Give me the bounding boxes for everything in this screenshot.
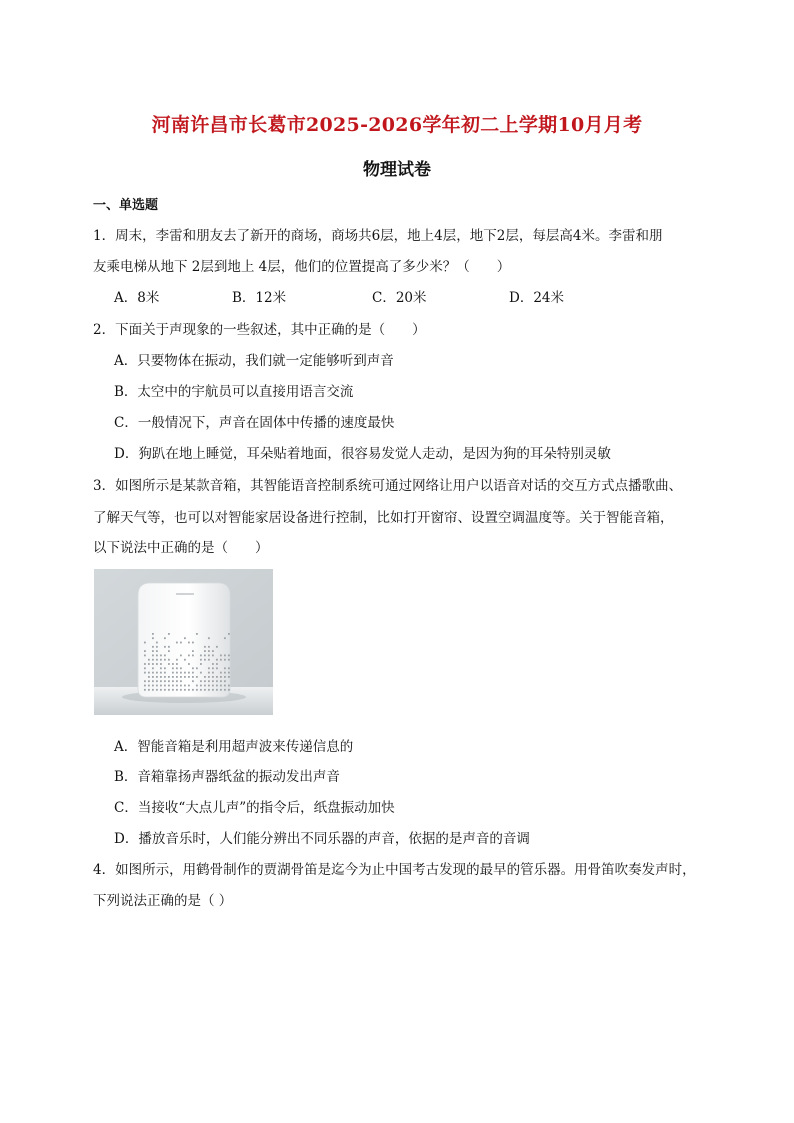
speaker-grille-dot (176, 685, 178, 687)
speaker-grille-dot (160, 655, 162, 657)
speaker-grille-dot (184, 689, 186, 691)
speaker-grille-dot (168, 680, 170, 682)
speaker-grille-dot (148, 672, 150, 674)
speaker-grille-dot (192, 667, 194, 669)
speaker-grille-dot (172, 676, 174, 678)
speaker-grille-dot (176, 672, 178, 674)
speaker-grille-dot (164, 667, 166, 669)
speaker-grille-dot (176, 676, 178, 678)
speaker-grille-dot (212, 672, 214, 674)
q4-stem-line-1: 4．如图所示，用鹤骨制作的贾湖骨笛是迄今为止中国考古发现的最早的管乐器。用骨笛吹奏发声时， (93, 862, 696, 878)
speaker-grille-dot (180, 676, 182, 678)
speaker-grille-dot (216, 676, 218, 678)
speaker-grille-dot (148, 685, 150, 687)
speaker-grille-dot (156, 659, 158, 661)
speaker-grille-dot (204, 689, 206, 691)
speaker-grille-dot (228, 659, 230, 661)
speaker-grille-dot (212, 680, 214, 682)
speaker-grille-dot (172, 680, 174, 682)
speaker-grille-dot (152, 659, 154, 661)
q1-option-c: C．20米 (372, 290, 427, 306)
speaker-grille-dot (196, 685, 198, 687)
speaker-grille-dot (196, 667, 198, 669)
speaker-grille-dot (204, 650, 206, 652)
speaker-grille-dot (152, 637, 154, 639)
speaker-grille-dot (200, 689, 202, 691)
speaker-grille-dot (224, 672, 226, 674)
speaker-grille-dot (168, 676, 170, 678)
speaker-grille-dot (204, 646, 206, 648)
speaker-grille-dot (164, 685, 166, 687)
speaker-grille-dot (216, 663, 218, 665)
speaker-grille-dot (152, 650, 154, 652)
speaker-grille-dot (180, 680, 182, 682)
speaker-grille-dot (228, 689, 230, 691)
speaker-grille-dot (192, 642, 194, 644)
speaker-grille-dot (152, 633, 154, 635)
q2-option-b: B．太空中的宇航员可以直接用语言交流 (114, 384, 354, 400)
q2-option-a: A．只要物体在振动，我们就一定能够听到声音 (114, 353, 394, 369)
speaker-grille-dot (204, 680, 206, 682)
speaker-grille-dot (224, 680, 226, 682)
speaker-grille-dot (200, 655, 202, 657)
speaker-grille-dot (188, 672, 190, 674)
speaker-grille-dot (188, 642, 190, 644)
speaker-grille-dot (192, 680, 194, 682)
speaker-grille-dot (228, 633, 230, 635)
q3-stem-line-2: 了解天气等，也可以对智能家居设备进行控制，比如打开窗帘、设置空调温度等。关于智能音箱， (93, 510, 674, 526)
speaker-grille-dot (192, 650, 194, 652)
q1-stem-line-2: 友乘电梯从地下 2层到地上 4层，他们的位置提高了多少米？（ ） (93, 259, 511, 275)
speaker-grille-dot (164, 637, 166, 639)
speaker-grille-dot (208, 689, 210, 691)
speaker-grille-dot (224, 685, 226, 687)
speaker-grille-dot (208, 667, 210, 669)
speaker-grille-dot (180, 689, 182, 691)
speaker-grille-dot (228, 655, 230, 657)
speaker-grille-dot (220, 676, 222, 678)
speaker-grille-dot (160, 676, 162, 678)
speaker-grille-dot (144, 650, 146, 652)
speaker-grille-dot (160, 667, 162, 669)
q3-stem-line-3: 以下说法中正确的是（ ） (93, 540, 269, 556)
speaker-grille-dot (204, 655, 206, 657)
speaker-grille-dot (156, 663, 158, 665)
speaker-grille-dot (176, 642, 178, 644)
speaker-grille-dot (212, 685, 214, 687)
speaker-grille-dot (204, 659, 206, 661)
speaker-grille-dot (228, 667, 230, 669)
speaker-grille-dot (192, 676, 194, 678)
speaker-grille-dot (168, 633, 170, 635)
speaker-grille-dot (160, 659, 162, 661)
speaker-grille-dot (228, 672, 230, 674)
speaker-grille-dot (184, 676, 186, 678)
speaker-grille-dot (148, 689, 150, 691)
speaker-grille-dot (200, 680, 202, 682)
speaker-grille-dot (212, 663, 214, 665)
speaker-grille-dot (208, 672, 210, 674)
q3-option-b: B．音箱靠扬声器纸盆的振动发出声音 (114, 769, 340, 785)
speaker-grille-dot (148, 676, 150, 678)
speaker-grille-dot (172, 663, 174, 665)
speaker-grille-dot (196, 689, 198, 691)
speaker-grille-dot (188, 689, 190, 691)
speaker-grille-dot (148, 659, 150, 661)
speaker-grille-dot (176, 663, 178, 665)
speaker-grille-dot (216, 659, 218, 661)
speaker-grille-dot (184, 659, 186, 661)
speaker-grille-dot (208, 650, 210, 652)
speaker-grille-dot (224, 667, 226, 669)
speaker-grille-dot (180, 667, 182, 669)
q1-options (0, 286, 794, 306)
speaker-grille-dot (156, 650, 158, 652)
speaker-grille-dot (188, 663, 190, 665)
q2-option-d: D．狗趴在地上睡觉，耳朵贴着地面，很容易发觉人走动，是因为狗的耳朵特别灵敏 (114, 446, 611, 462)
speaker-grille-dot (212, 676, 214, 678)
speaker-grille-dot (152, 689, 154, 691)
speaker-grille-dot (204, 676, 206, 678)
speaker-grille-dot (148, 680, 150, 682)
page-subtitle: 物理试卷 (363, 160, 431, 180)
speaker-grille-dot (208, 680, 210, 682)
speaker-grille-dot (156, 685, 158, 687)
speaker-grille-dot (164, 680, 166, 682)
speaker-grille-dot (216, 646, 218, 648)
speaker-grille-dot (152, 646, 154, 648)
speaker-grille-dot (152, 655, 154, 657)
speaker-grille-dot (168, 685, 170, 687)
speaker-grille-dot (160, 680, 162, 682)
speaker-grille-dot (208, 646, 210, 648)
speaker-grille-dot (168, 650, 170, 652)
speaker-grille-dot (156, 689, 158, 691)
speaker-grille-dot (220, 680, 222, 682)
speaker-grille-dot (148, 663, 150, 665)
speaker-grille-dot (172, 685, 174, 687)
speaker-grille-dot (220, 685, 222, 687)
speaker-grille-dot (160, 689, 162, 691)
speaker-grille-dot (156, 642, 158, 644)
speaker-grille-dot (192, 655, 194, 657)
speaker-grille-dot (176, 667, 178, 669)
speaker-grille-dot (212, 650, 214, 652)
speaker-grille-dot (204, 685, 206, 687)
speaker-grille-dot (184, 672, 186, 674)
speaker-grille-dot (168, 689, 170, 691)
speaker-grille-dot (152, 685, 154, 687)
speaker-grille-dot (152, 667, 154, 669)
speaker-grille-dot (144, 672, 146, 674)
speaker-grille-dot (196, 633, 198, 635)
speaker-grille-dot (220, 659, 222, 661)
speaker-grille-dot (144, 685, 146, 687)
speaker-grille-dot (144, 642, 146, 644)
speaker-grille-dot (164, 672, 166, 674)
speaker-grille-dot (192, 689, 194, 691)
q3-option-d: D．播放音乐时，人们能分辨出不同乐器的声音，依据的是声音的音调 (114, 831, 530, 847)
speaker-grille-dot (164, 689, 166, 691)
speaker-grille-dot (184, 637, 186, 639)
speaker-grille-dot (212, 655, 214, 657)
q2-option-c: C．一般情况下，声音在固体中传播的速度最快 (114, 415, 395, 431)
speaker-grille-dot (160, 663, 162, 665)
speaker-grille-dot (224, 655, 226, 657)
page-title: 河南许昌市长葛市2025-2026学年初二上学期10月月考 (151, 114, 643, 136)
speaker-grille-dot (164, 655, 166, 657)
speaker-grille-dot (200, 672, 202, 674)
speaker-grille-dot (224, 659, 226, 661)
speaker-grille-dot (208, 685, 210, 687)
speaker-grille-dot (144, 663, 146, 665)
speaker-grille-dot (200, 663, 202, 665)
speaker-grille-dot (144, 667, 146, 669)
speaker-grille-dot (156, 676, 158, 678)
speaker-grille-dot (220, 689, 222, 691)
q1-option-b: B．12米 (232, 290, 287, 306)
speaker-grille-dot (180, 642, 182, 644)
speaker-grille-dot (192, 672, 194, 674)
speaker-grille-dot (152, 680, 154, 682)
speaker-grille-dot (208, 637, 210, 639)
speaker-grille-dot (208, 676, 210, 678)
speaker-grille-dot (144, 680, 146, 682)
speaker-grille-dot (180, 655, 182, 657)
speaker-grille-dot (176, 689, 178, 691)
smart-speaker-image (94, 569, 273, 715)
speaker-grille-dot (216, 667, 218, 669)
speaker-grille-dot (180, 672, 182, 674)
q4-stem-line-2: 下列说法正确的是（ ） (93, 893, 233, 909)
speaker-grille-dot (224, 689, 226, 691)
speaker-grille-dot (156, 655, 158, 657)
section-heading: 一、单选题 (93, 198, 159, 213)
speaker-grille-dot (172, 689, 174, 691)
speaker-grille-dot (216, 685, 218, 687)
speaker-grille-dot (200, 685, 202, 687)
q3-stem-line-1: 3．如图所示是某款音箱，其智能语音控制系统可通过网络让用户以语音对话的交互方式点播歌曲、 (93, 478, 683, 494)
speaker-grille-dot (224, 637, 226, 639)
speaker-grille-dot (152, 676, 154, 678)
speaker-grille-dot (144, 689, 146, 691)
q1-stem-line-1: 1．周末，李雷和朋友去了新开的商场，商场共6层，地上4层，地下2层，每层高4米。李雷和朋 (93, 228, 663, 244)
speaker-grille-dot (164, 676, 166, 678)
q2-stem: 2．下面关于声现象的一些叙述，其中正确的是（ ） (93, 322, 426, 338)
speaker-grille-dot (168, 659, 170, 661)
speaker-grille-dot (172, 667, 174, 669)
speaker-grille-dot (228, 685, 230, 687)
speaker-grille-dot (196, 676, 198, 678)
speaker-grille-dot (220, 672, 222, 674)
speaker-grille-dot (212, 667, 214, 669)
speaker-grille-dot (152, 672, 154, 674)
speaker-grille-dot (208, 655, 210, 657)
q3-option-a: A．智能音箱是利用超声波来传递信息的 (114, 739, 354, 755)
speaker-grille-dot (176, 659, 178, 661)
speaker-grille-dot (152, 663, 154, 665)
speaker-grille-dot (212, 689, 214, 691)
q1-option-d: D．24米 (509, 290, 565, 306)
q1-option-a: A．8米 (114, 290, 160, 306)
speaker-grille-dot (160, 685, 162, 687)
speaker-grille-dot (188, 676, 190, 678)
speaker-grille-dot (224, 676, 226, 678)
speaker-grille-dot (184, 685, 186, 687)
speaker-grille-dot (156, 680, 158, 682)
speaker-grille-dot (180, 685, 182, 687)
speaker-grille-dot (164, 659, 166, 661)
speaker-grille-dot (156, 646, 158, 648)
speaker-grille-dot (220, 655, 222, 657)
speaker-grille-dot (188, 655, 190, 657)
speaker-grille-dot (168, 663, 170, 665)
speaker-grille-dot (172, 672, 174, 674)
speaker-grille-dot (208, 659, 210, 661)
speaker-grille-dot (168, 646, 170, 648)
speaker-grille-dot (228, 676, 230, 678)
speaker-grille-dot (176, 680, 178, 682)
speaker-grille-dot (216, 689, 218, 691)
speaker-grille-dot (144, 655, 146, 657)
speaker-grille-dot (164, 646, 166, 648)
q3-option-c: C．当接收“大点儿声”的指令后，纸盘振动加快 (114, 800, 395, 816)
speaker-grille-dot (216, 680, 218, 682)
speaker-grille-dot (156, 672, 158, 674)
speaker-grille-dot (200, 659, 202, 661)
speaker-grille-dot (160, 672, 162, 674)
speaker-grille-dot (188, 685, 190, 687)
